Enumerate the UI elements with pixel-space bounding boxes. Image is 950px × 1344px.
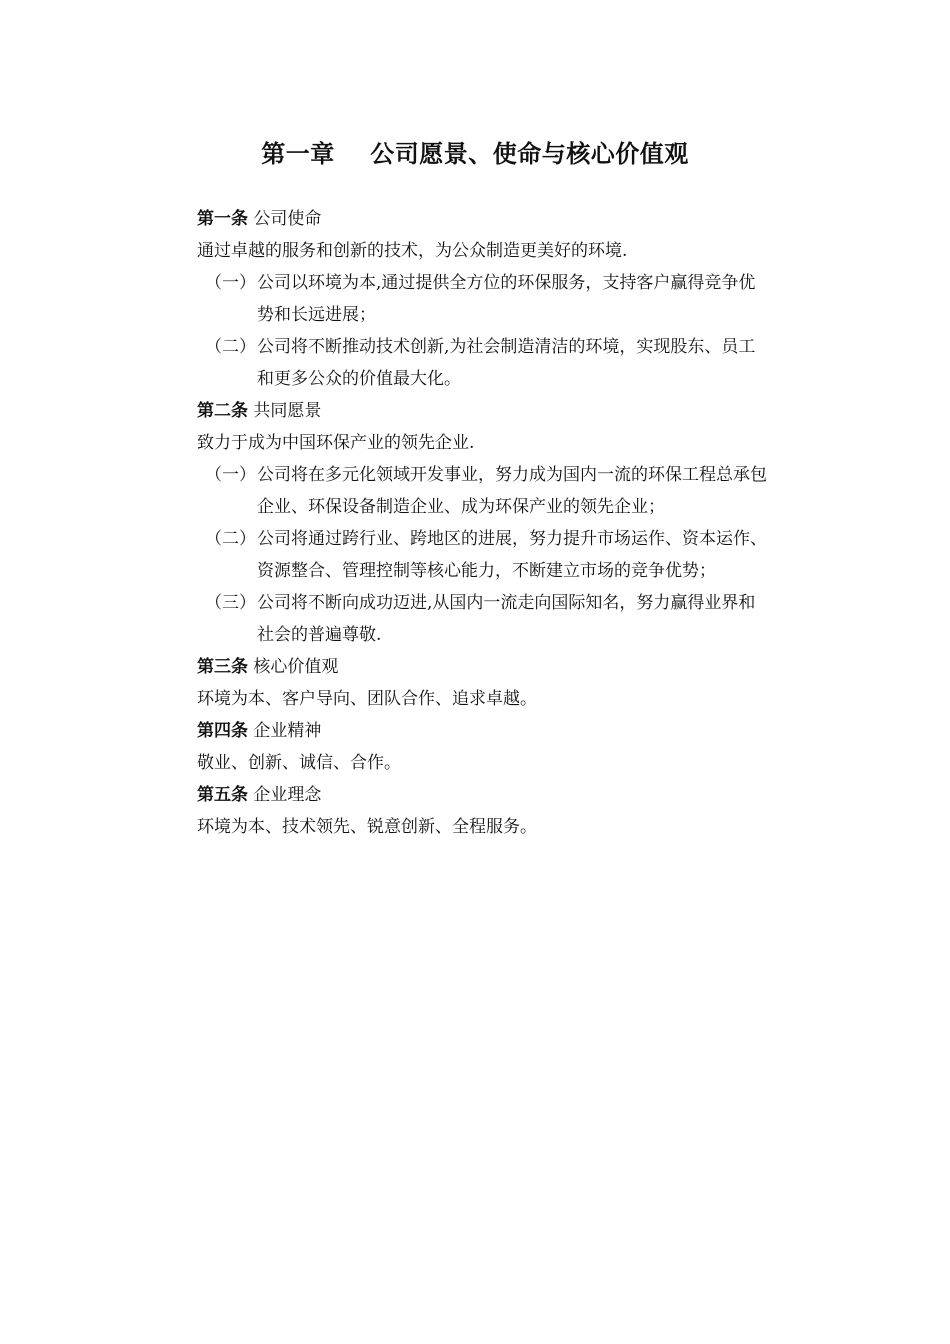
item-text-line: 公司以环境为本,通过提供全方位的环保服务，支持客户赢得竞争优: [257, 273, 756, 293]
article-title-text: 核心价值观: [253, 657, 339, 677]
item-text-line: 公司将不断向成功迈进,从国内一流走向国际知名，努力赢得业界和: [257, 593, 756, 613]
article-statement: 通过卓越的服务和创新的技术，为公众制造更美好的环境.: [197, 241, 628, 261]
item-text-line: 公司将不断推动技术创新,为社会制造清洁的环境，实现股东、员工: [257, 337, 756, 357]
list-item: [197, 459, 842, 523]
list-item: [197, 331, 842, 395]
article-label: 第四条: [197, 721, 248, 741]
article-heading: [197, 203, 842, 235]
item-text: [257, 523, 842, 587]
item-number: （一）: [205, 465, 256, 485]
item-text-line: 和更多公众的价值最大化。: [257, 369, 461, 389]
article-title-text: 企业精神: [253, 721, 322, 741]
article-title-text: 企业理念: [253, 785, 322, 805]
article-statement: 致力于成为中国环保产业的领先企业.: [197, 433, 475, 453]
article-label: 第一条: [197, 209, 248, 229]
article-label: 第三条: [197, 657, 248, 677]
item-text-line: 企业、环保设备制造企业、成为环保产业的领先企业；: [257, 497, 665, 517]
item-number: （三）: [205, 593, 256, 613]
article-label: 第二条: [197, 401, 248, 421]
list-item: [197, 267, 842, 331]
list-item: [197, 587, 842, 651]
article-title-text: 公司使命: [253, 209, 322, 229]
item-text-line: 势和长远进展；: [257, 305, 376, 325]
item-text-line: 社会的普遍尊敬.: [257, 625, 382, 645]
article-statement: 敬业、创新、诚信、合作。: [197, 753, 401, 773]
item-text: [257, 331, 842, 395]
item-text: [257, 267, 842, 331]
article-statement: 环境为本、客户导向、团队合作、追求卓越。: [197, 689, 537, 709]
chapter-title: 第一章 公司愿景、使命与核心价值观: [261, 139, 689, 168]
document-body: [197, 203, 842, 843]
item-number: （二）: [205, 529, 256, 549]
item-text-line: 公司将通过跨行业、跨地区的进展，努力提升市场运作、资本运作、: [257, 529, 767, 549]
item-number: （一）: [205, 273, 256, 293]
item-number: （二）: [205, 337, 256, 357]
article-heading: [197, 779, 842, 811]
article-heading: [197, 395, 842, 427]
item-text-line: 资源整合、管理控制等核心能力，不断建立市场的竞争优势；: [257, 561, 716, 581]
article-title-text: 共同愿景: [253, 401, 322, 421]
item-text: [257, 459, 842, 523]
list-item: [197, 523, 842, 587]
article-heading: [197, 651, 842, 683]
article-statement: 环境为本、技术领先、锐意创新、全程服务。: [197, 817, 537, 837]
item-text: [257, 587, 842, 651]
item-text-line: 公司将在多元化领域开发事业，努力成为国内一流的环保工程总承包: [257, 465, 767, 485]
article-heading: [197, 715, 842, 747]
article-label: 第五条: [197, 785, 248, 805]
